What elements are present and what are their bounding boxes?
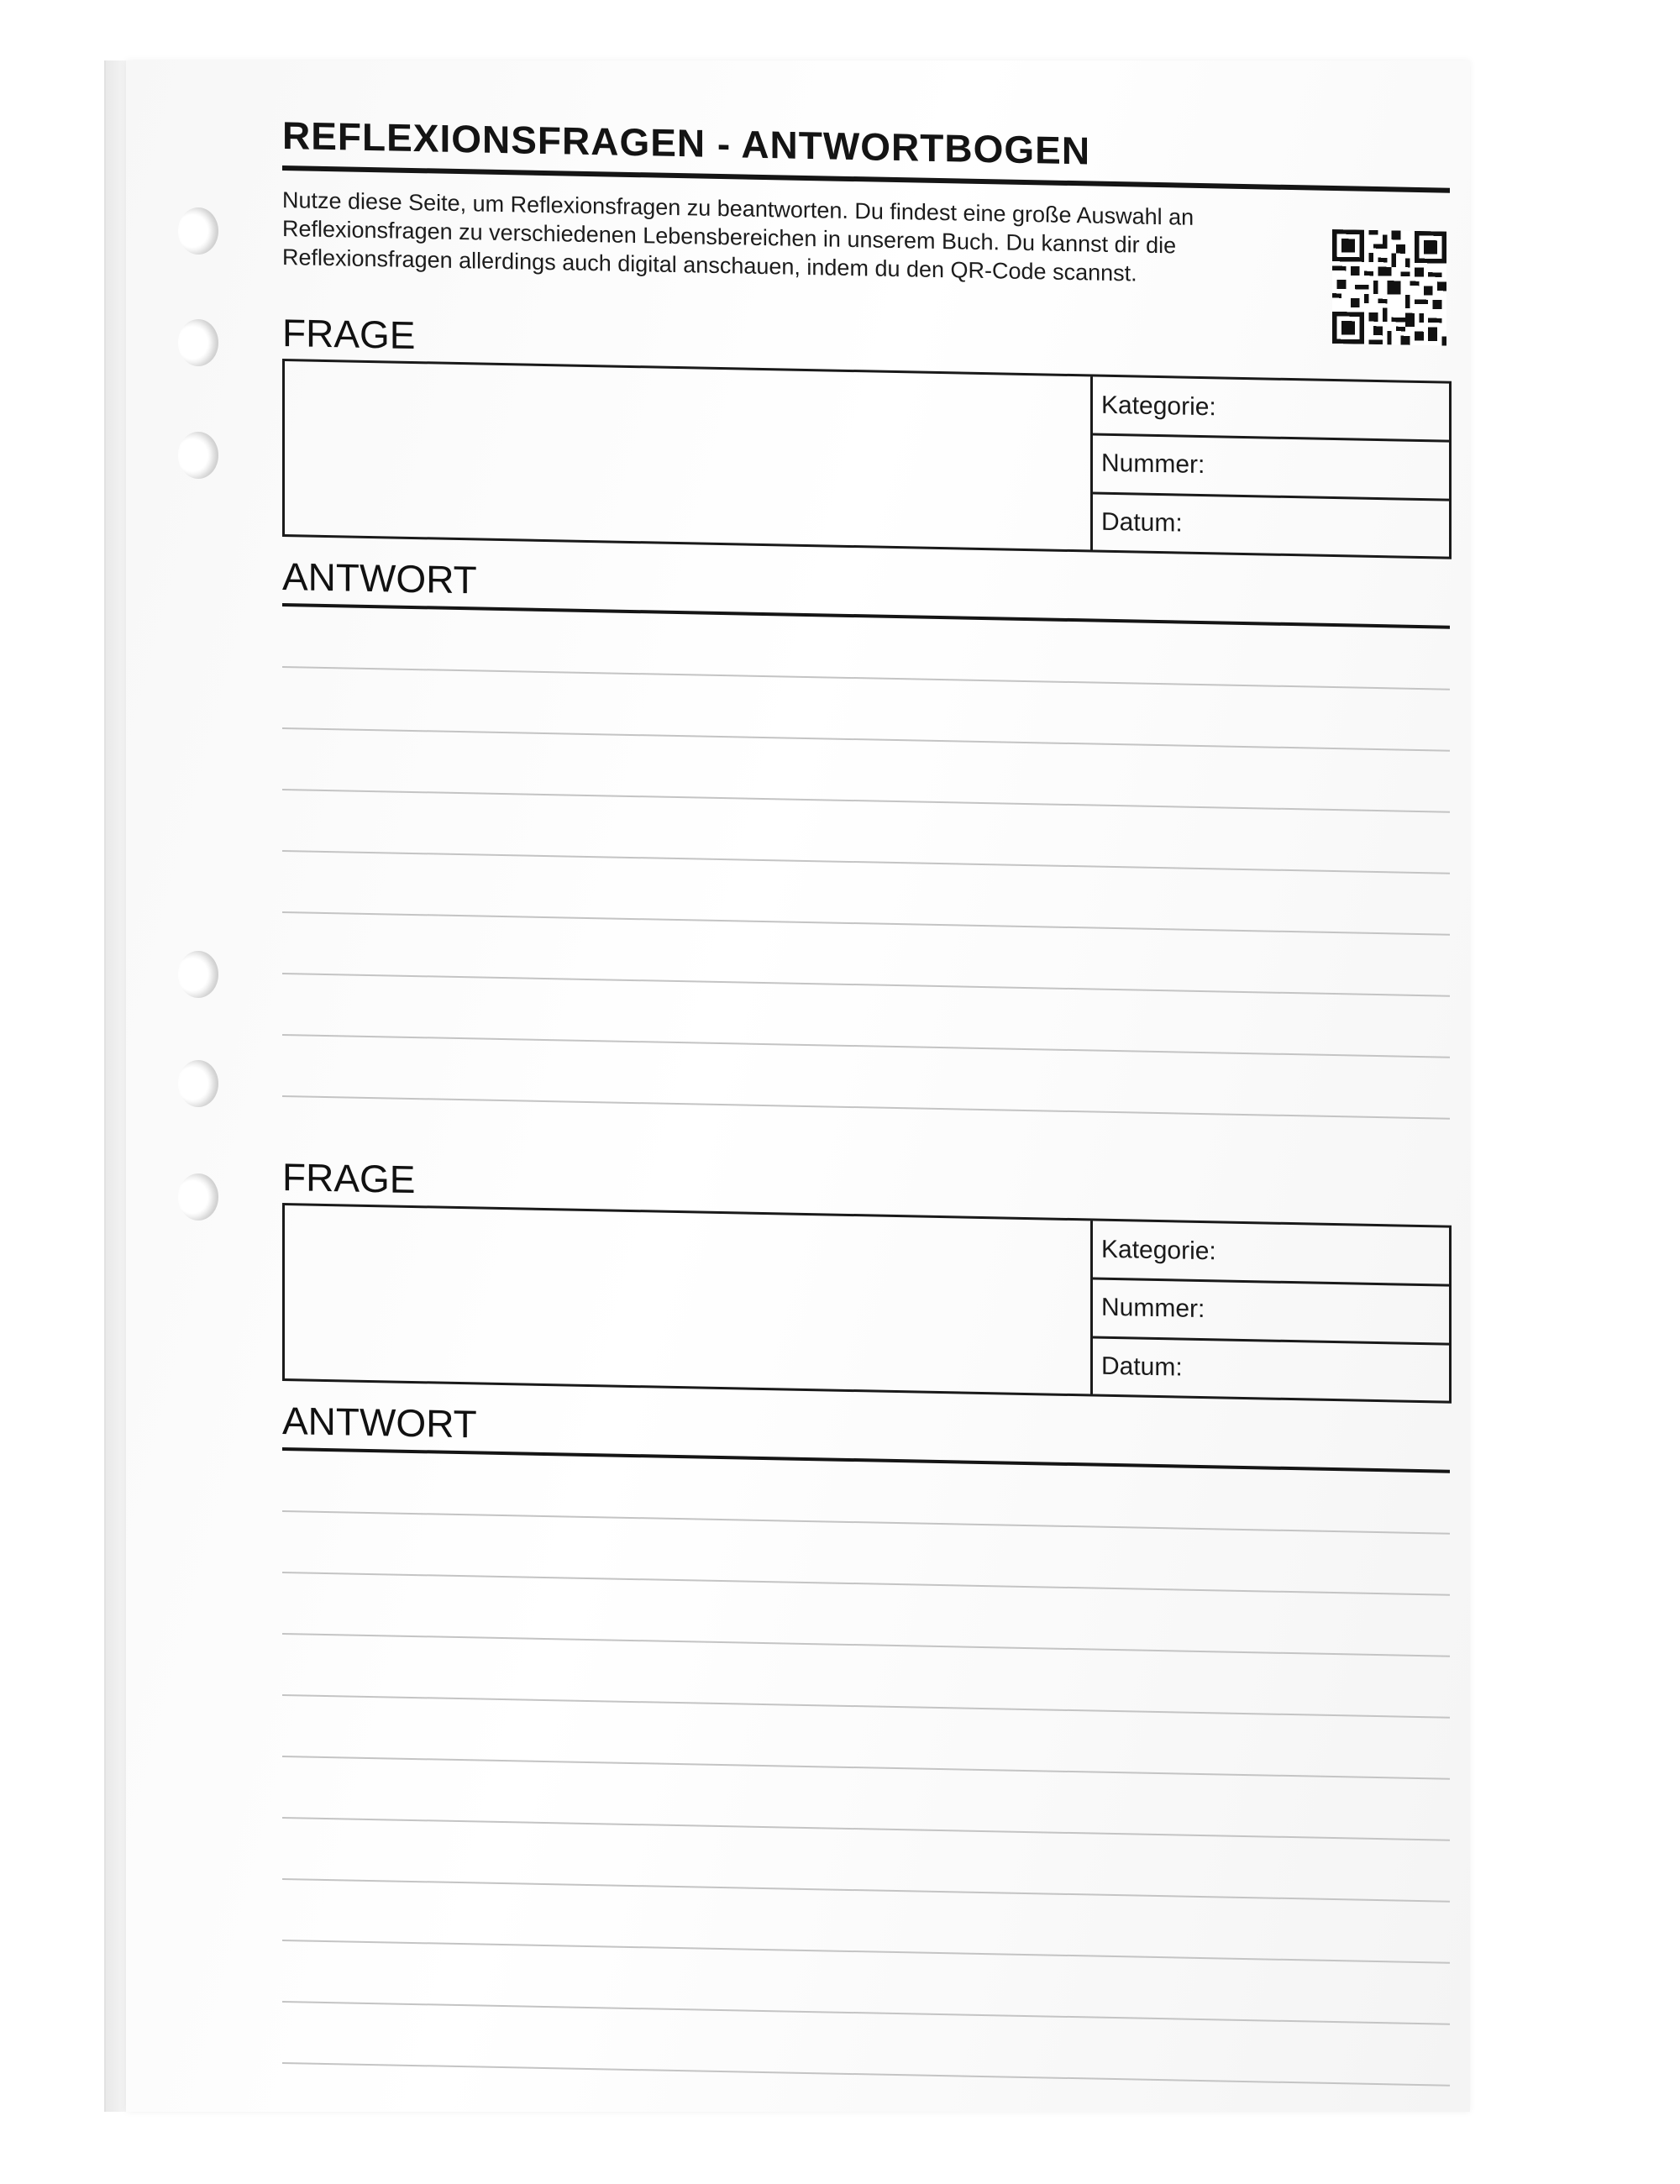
category-field[interactable]: Kategorie: [1093,1221,1449,1287]
question-field[interactable] [285,361,1093,549]
punch-hole [178,319,218,366]
sheet-title: REFLEXIONSFRAGEN - ANTWORTBOGEN [282,113,1091,173]
answer-heading: ANTWORT [282,554,477,602]
intro-section [282,186,1450,334]
answer-lines[interactable] [282,1451,1450,2087]
punch-hole [178,207,218,255]
worksheet-page [126,60,1470,2112]
question-heading: FRAGE [282,1154,416,1201]
worksheet-content [282,106,1450,2087]
question-box [282,1203,1452,1404]
punch-hole [178,1060,218,1107]
category-field[interactable]: Kategorie: [1093,377,1449,443]
answer-lines[interactable] [282,606,1450,1120]
question-heading: FRAGE [282,310,416,357]
punch-hole [178,1173,218,1221]
question-meta [1093,1221,1449,1401]
question-meta [1093,377,1449,557]
number-field[interactable]: Nummer: [1093,1280,1449,1346]
punch-hole [178,951,218,998]
answer-heading: ANTWORT [282,1399,477,1446]
qr-code-icon [1332,229,1446,346]
number-field[interactable]: Nummer: [1093,435,1449,501]
intro-text: Nutze diese Seite, um Reflexionsfragen zu beantworten. Du findest eine große Auswahl an Reflexionsfragen zu verschiedenen Lebensbereichen in unserem Buch. Du kannst dir die Reflexionsfragen allerdings auch digital anschauen, indem du den QR-Code scannst. [282,186,1194,286]
question-box [282,359,1452,559]
date-field[interactable]: Datum: [1101,1352,1183,1382]
date-field[interactable]: Datum: [1101,507,1183,538]
question-field[interactable] [285,1205,1093,1394]
punch-hole [178,432,218,479]
